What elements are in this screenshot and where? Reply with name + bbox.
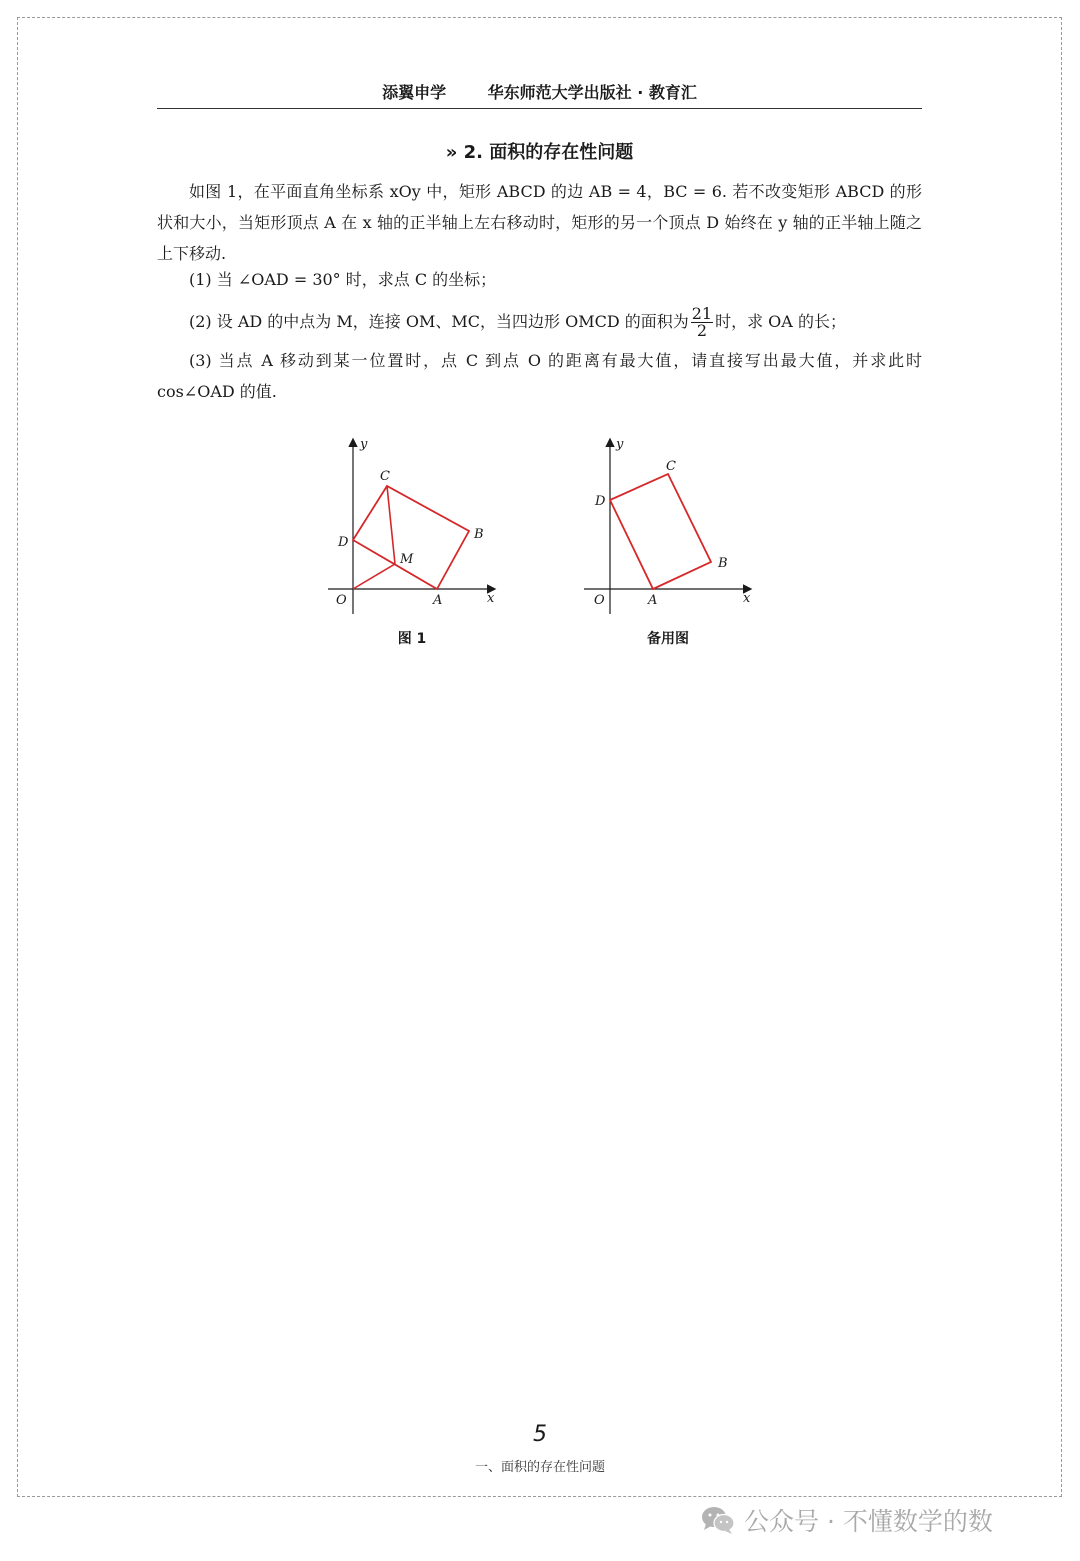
segment-mc bbox=[387, 486, 395, 564]
rectangle-abcd bbox=[353, 486, 469, 589]
label-b: B bbox=[474, 527, 484, 542]
label-y: y bbox=[616, 437, 624, 452]
header-right: 华东师范大学出版社 · 教育汇 bbox=[487, 83, 697, 102]
label-d: D bbox=[595, 494, 606, 509]
figure-1-diagram bbox=[322, 432, 502, 622]
figure-2 bbox=[578, 432, 758, 652]
figure-1-caption: 图 1 bbox=[397, 631, 427, 647]
header-left: 添翼申学 bbox=[382, 83, 447, 102]
wechat-icon bbox=[700, 1505, 736, 1535]
question-2 bbox=[157, 300, 922, 344]
label-o: O bbox=[594, 593, 605, 608]
label-x: x bbox=[743, 591, 751, 606]
label-c: C bbox=[380, 469, 390, 484]
label-b: B bbox=[718, 556, 728, 571]
watermark-text: 公众号 · 不懂数学的数 bbox=[744, 1507, 993, 1536]
figure-2-diagram bbox=[578, 432, 758, 622]
figure-1 bbox=[322, 432, 502, 652]
fraction-numerator: 21 bbox=[691, 304, 713, 323]
rectangle-abcd bbox=[610, 474, 711, 589]
fraction-denominator: 2 bbox=[696, 321, 707, 340]
page-number: 5 bbox=[533, 1422, 547, 1447]
figure-2-caption: 备用图 bbox=[647, 631, 689, 647]
label-m: M bbox=[400, 552, 414, 567]
question-2-text: (2) 设 AD 的中点为 M，连接 OM、MC，当四边形 OMCD 的面积为 bbox=[189, 312, 689, 331]
footer-chapter: 一、面积的存在性问题 bbox=[474, 1460, 605, 1475]
label-y: y bbox=[360, 437, 368, 452]
fraction-21-over-2 bbox=[691, 306, 713, 339]
question-1: (1) 当 ∠OAD = 30° 时，求点 C 的坐标； bbox=[189, 270, 497, 289]
page-header bbox=[157, 80, 922, 109]
label-x: x bbox=[487, 591, 495, 606]
label-a: A bbox=[433, 593, 443, 608]
label-c: C bbox=[666, 459, 676, 474]
segment-om bbox=[353, 564, 395, 589]
label-o: O bbox=[336, 593, 347, 608]
section-title: » 2. 面积的存在性问题 bbox=[445, 142, 634, 163]
question-2-text-end: 时，求 OA 的长； bbox=[715, 312, 846, 331]
question-3: (3) 当点 A 移动到某一位置时，点 C 到点 O 的距离有最大值，请直接写出最大值，并求此时 cos∠OAD 的值. bbox=[157, 351, 922, 401]
label-d: D bbox=[338, 535, 349, 550]
label-a: A bbox=[648, 593, 658, 608]
problem-intro: 如图 1，在平面直角坐标系 xOy 中，矩形 ABCD 的边 AB = 4，BC = 6. 若不改变矩形 ABCD 的形状和大小，当矩形顶点 A 在 x 轴的正半轴上左右移动时，矩形的另一个顶点 D 始终在 y 轴的正半轴上随之上下移动. bbox=[157, 182, 922, 263]
watermark bbox=[700, 1500, 993, 1540]
